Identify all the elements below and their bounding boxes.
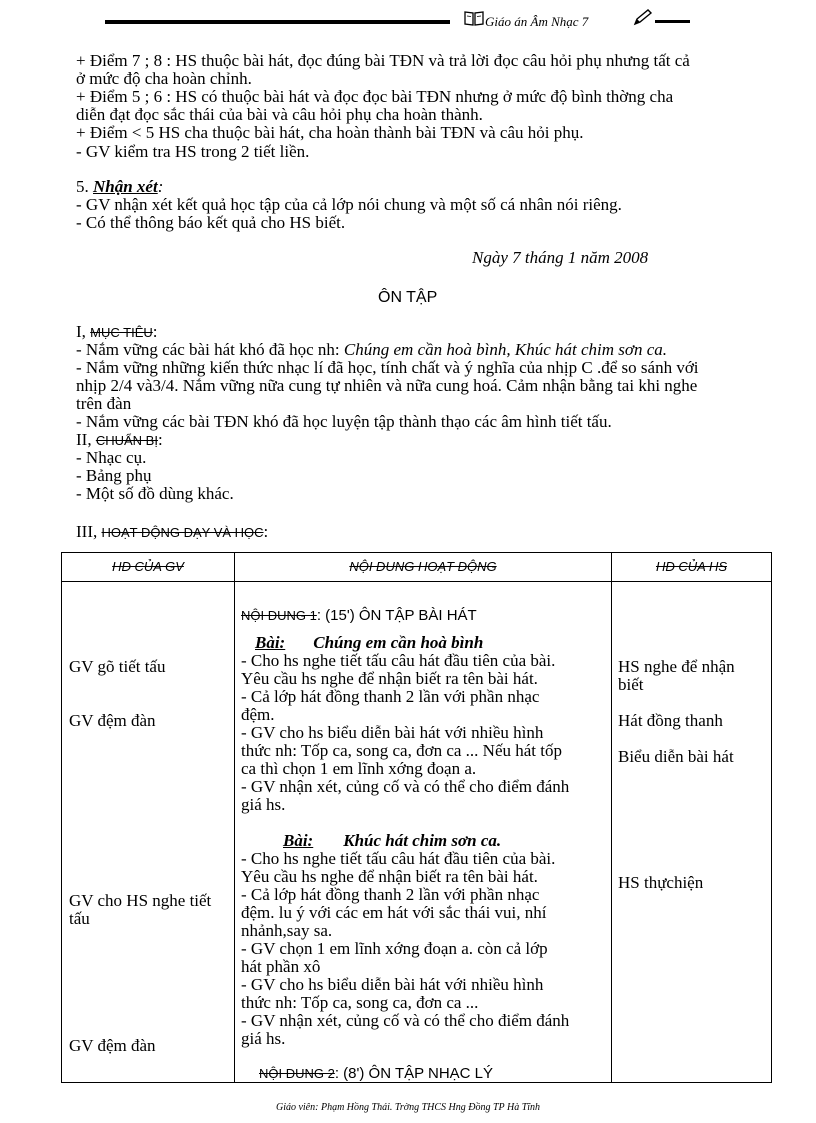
- nd1-label: NỘI DUNG 1: [241, 608, 317, 623]
- header-rule-right: [655, 20, 690, 23]
- nd2-label: NỘI DUNG 2: [259, 1066, 335, 1081]
- table-row: [62, 582, 772, 1083]
- content-line: thức nh: Tốp ca, song ca, đơn ca ... Nếu hát tốp: [241, 741, 562, 760]
- hs-activity: Biểu diễn bài hát: [618, 747, 734, 766]
- lesson-title: ÔN TẬP: [378, 289, 438, 306]
- content-line: - GV cho hs biểu diễn bài hát với nhiều hình: [241, 975, 544, 994]
- objective-line: - Nắm vững các bài TĐN khó đã học luyện tập thành thạo các âm hình tiết tấu.: [76, 412, 612, 431]
- objective-text: - Nắm vững các bài hát khó đã học nh:: [76, 340, 344, 359]
- activities-prefix: III,: [76, 522, 102, 541]
- content-line: - GV nhận xét, củng cố và có thể cho điểm đánh: [241, 1011, 570, 1030]
- section5-heading: [76, 178, 163, 196]
- table-header-gv: [62, 553, 235, 582]
- page-footer: Giáo viên: Phạm Hồng Thái. Trờng THCS Hng Đồng TP Hà Tĩnh: [275, 1102, 541, 1113]
- preparation-prefix: II,: [76, 430, 96, 449]
- content-line: - Cho hs nghe tiết tấu câu hát đầu tiên của bài.: [241, 651, 556, 670]
- hs-activity: HS thựchiện: [618, 873, 704, 892]
- content-line: - Cả lớp hát đồng thanh 2 lần với phần nhạc: [241, 885, 540, 904]
- song1-heading: [255, 634, 483, 652]
- objective-line: - Nắm vững những kiến thức nhạc lí đã học, tính chất và ý nghĩa của nhịp C .để so sánh với: [76, 358, 699, 377]
- content-line: - Cả lớp hát đồng thanh 2 lần với phần nhạc: [241, 687, 540, 706]
- lesson-date: Ngày 7 tháng 1 năm 2008: [472, 248, 649, 267]
- activities-suffix: :: [263, 522, 269, 541]
- preparation-title: CHUẨN BỊ: [95, 433, 158, 448]
- activities-heading: [76, 523, 268, 542]
- activity-table: [61, 552, 772, 1083]
- content-line: - GV cho hs biểu diễn bài hát với nhiều hình: [241, 723, 544, 742]
- content-line: Yêu cầu hs nghe để nhận biết ra tên bài hát.: [241, 867, 538, 886]
- objective-line: trên đàn: [76, 394, 132, 413]
- objectives-prefix: I,: [76, 322, 91, 341]
- objectives-title: MỤC TIÊU: [90, 325, 153, 340]
- table-header-hs: [612, 553, 772, 582]
- song1-title: Chúng em cần hoà bình: [313, 633, 484, 652]
- preparation-suffix: :: [157, 430, 163, 449]
- header-title: Giáo án Âm Nhạc 7: [485, 14, 589, 29]
- gv-cell: [62, 582, 235, 1083]
- content-line: thức nh: Tốp ca, song ca, đơn ca ...: [241, 993, 479, 1012]
- content-line: hát phần xô: [241, 957, 321, 976]
- section5-title: Nhận xét: [93, 177, 158, 196]
- table-header-row: [62, 553, 772, 582]
- preparation-item: - Bảng phụ: [76, 466, 152, 485]
- objective-songs: Chúng em cần hoà bình, Khúc hát chim sơn ca.: [343, 340, 667, 359]
- song2-heading: [283, 832, 501, 850]
- hs-activity: HS nghe để nhận: [618, 657, 735, 676]
- section5-colon: :: [157, 177, 164, 196]
- content-line: - Cho hs nghe tiết tấu câu hát đầu tiên của bài.: [241, 849, 556, 868]
- grading-line: + Điểm < 5 HS cha thuộc bài hát, cha hoàn thành bài TĐN và câu hỏi phụ.: [76, 123, 584, 142]
- song2-title: Khúc hát chim sơn ca.: [343, 831, 502, 850]
- header-rule-left: [105, 20, 450, 24]
- song1-label: Bài:: [255, 633, 286, 652]
- song2-label: Bài:: [283, 831, 314, 850]
- activities-title: HOẠT ĐỘNG DẠY VÀ HỌC: [101, 525, 264, 540]
- preparation-item: - Nhạc cụ.: [76, 448, 147, 467]
- content-nd1: [241, 606, 477, 625]
- section5-number: 5.: [76, 177, 93, 196]
- grading-line: ở mức độ cha hoàn chỉnh.: [76, 69, 252, 88]
- content-line: - GV nhận xét, củng cố và có thể cho điểm đánh: [241, 777, 570, 796]
- gv-activity: GV gõ tiết tấu: [69, 657, 166, 676]
- content-nd2: [259, 1064, 493, 1083]
- objectives-suffix: :: [152, 322, 158, 341]
- gv-activity: tấu: [69, 909, 90, 928]
- table-header-content: [235, 553, 612, 582]
- grading-line: diễn đạt đọc sắc thái của bài và câu hỏi phụ cha hoàn thành.: [76, 105, 483, 124]
- content-cell: [235, 582, 612, 1083]
- content-line: đệm. lu ý với các em hát với sắc thái vui, nhí: [241, 903, 547, 922]
- pen-icon: [632, 8, 654, 26]
- gv-activity: GV cho HS nghe tiết: [69, 891, 212, 910]
- content-line: đệm.: [241, 705, 275, 724]
- hs-activity: Hát đồng thanh: [618, 711, 723, 730]
- nd1-rest: : (15') ÔN TẬP BÀI HÁT: [316, 607, 477, 624]
- nd2-rest: : (8') ÔN TẬP NHẠC LÝ: [334, 1065, 494, 1082]
- gv-activity: GV đệm đàn: [69, 711, 156, 730]
- table-header-label: NỘI DUNG HOẠT ĐỘNG: [349, 559, 497, 574]
- hs-activity: biết: [618, 675, 644, 694]
- grading-line: + Điểm 5 ; 6 : HS có thuộc bài hát và đọc đọc bài TĐN nhưng ở mức độ bình thờng cha: [76, 87, 674, 106]
- content-line: nhảnh,say sa.: [241, 921, 333, 940]
- content-line: ca thì chọn 1 em lĩnh xớng đoạn a.: [241, 759, 477, 778]
- content-line: giá hs.: [241, 1029, 286, 1048]
- table-header-label: HĐ CỦA HS: [655, 559, 728, 574]
- content-line: - GV chọn 1 em lĩnh xớng đoạn a. còn cả lớp: [241, 939, 548, 958]
- section5-line: - GV nhận xét kết quả học tập của cả lớp nói chung và một số cá nhân nói riêng.: [76, 195, 622, 214]
- grading-line: + Điểm 7 ; 8 : HS thuộc bài hát, đọc đúng bài TĐN và trả lời đọc câu hỏi phụ nhưng tất cả: [76, 51, 690, 70]
- book-icon: [464, 10, 484, 26]
- hs-cell: [612, 582, 772, 1083]
- content-line: giá hs.: [241, 795, 286, 814]
- objective-line: [76, 341, 667, 359]
- section5-line: - Có thể thông báo kết quả cho HS biết.: [76, 213, 346, 232]
- objective-line: nhịp 2/4 và3/4. Nắm vững nữa cung tự nhiên và nữa cung hoá. Cảm nhận bằng tai khi nghe: [76, 376, 698, 395]
- content-line: Yêu cầu hs nghe để nhận biết ra tên bài hát.: [241, 669, 538, 688]
- grading-line: - GV kiểm tra HS trong 2 tiết liền.: [76, 142, 310, 161]
- gv-activity: GV đệm đàn: [69, 1036, 156, 1055]
- preparation-item: - Một số đồ dùng khác.: [76, 484, 234, 503]
- table-header-label: HĐ CỦA GV: [112, 559, 184, 574]
